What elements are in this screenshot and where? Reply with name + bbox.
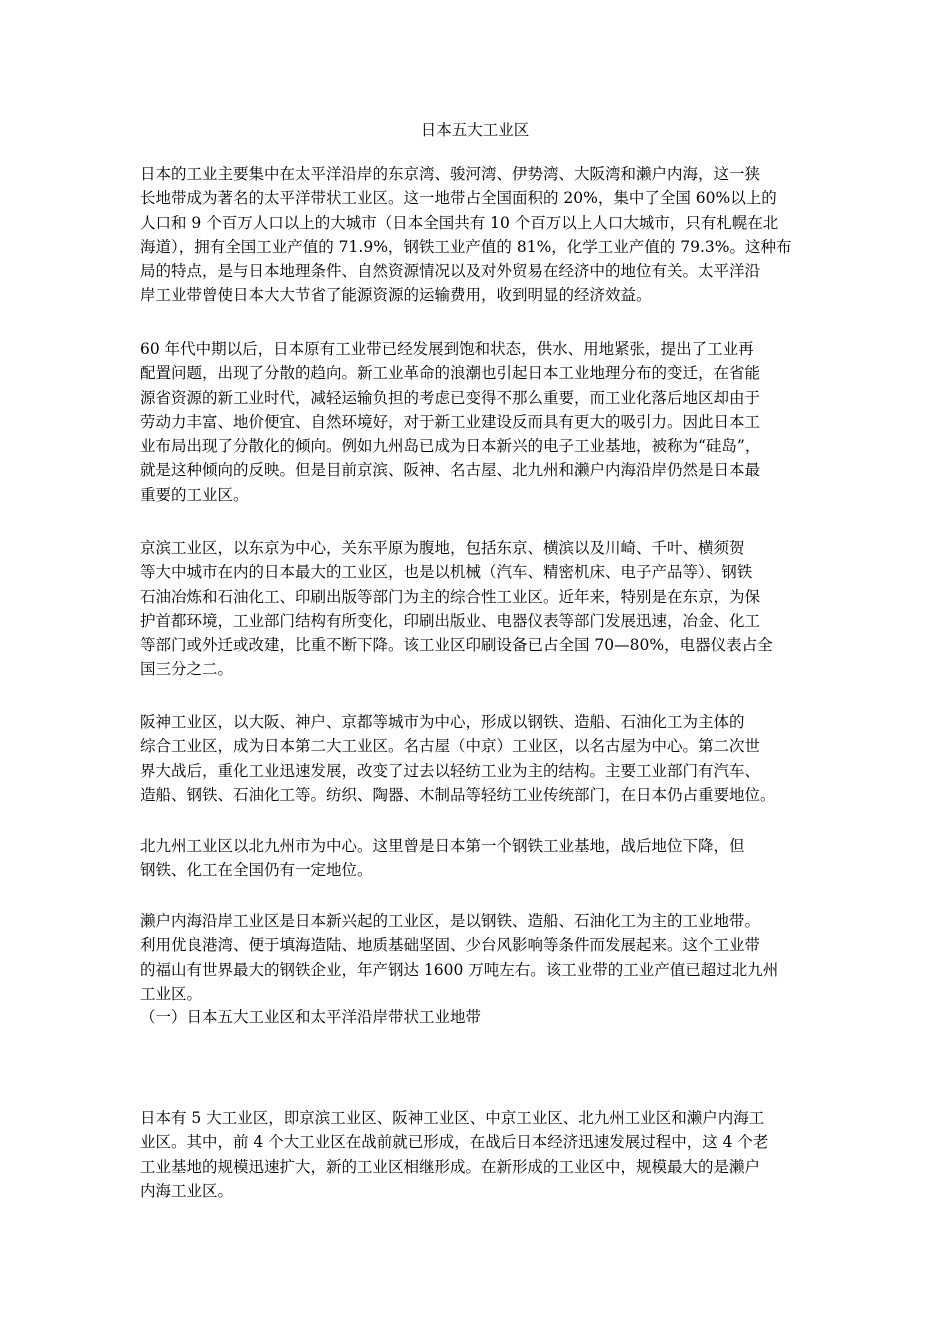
paragraph-hanshin-chukyo	[140, 710, 840, 807]
section-heading	[140, 1005, 840, 1029]
text-line: 局的特点，是与日本地理条件、自然资源情况以及对外贸易在经济中的地位有关。太平洋沿	[140, 262, 761, 281]
paragraph-five-regions	[140, 1106, 840, 1203]
text-line: 等部门或外迁或改建，比重不断下降。该工业区印刷设备已占全国 70—80%，电器仪表占全	[140, 636, 773, 655]
text-line: 岸工业带曾使日本大大节省了能源资源的运输费用，收到明显的经济效益。	[140, 286, 652, 305]
text-line: 京滨工业区，以东京为中心，关东平原为腹地，包括东京、横滨以及川崎、千叶、横须贺	[140, 539, 745, 557]
text-line: 钢铁、化工在全国仍有一定地位。	[140, 861, 373, 880]
text-line: 业区。其中，前 4 个大工业区在战前就已形成，在战后日本经济迅速发展过程中，这 4 个老	[140, 1133, 769, 1152]
paragraph-kitakyushu	[140, 834, 840, 883]
text-line: 界大战后，重化工业迅速发展，改变了过去以轻纺工业为主的结构。主要工业部门有汽车、	[140, 761, 761, 780]
text-line: 长地带成为著名的太平洋带状工业区。这一地带占全国面积的 20%，集中了全国 60%以上的	[140, 189, 777, 208]
text-line: 北九州工业区以北九州市为中心。这里曾是日本第一个钢铁工业基地，战后地位下降，但	[140, 837, 745, 855]
text-line: 濑户内海沿岸工业区是日本新兴起的工业区，是以钢铁、造船、石油化工为主的工业地带。	[140, 912, 761, 930]
text-line: 利用优良港湾、便于填海造陆、地质基础坚固、少台风影响等条件而发展起来。这个工业带	[140, 936, 761, 955]
text-line: 阪神工业区，以大阪、神户、京都等城市为中心，形成以钢铁、造船、石油化工为主体的	[140, 713, 745, 731]
text-line: 业布局出现了分散化的倾向。例如九州岛已成为日本新兴的电子工业基地，被称为“硅岛”，	[140, 437, 761, 456]
text-line: 护首都环境，工业部门结构有所变化，印刷出版业、电器仪表等部门发展迅速，冶金、化工	[140, 611, 761, 630]
text-line: 综合工业区，成为日本第二大工业区。名古屋（中京）工业区，以名古屋为中心。第二次世	[140, 737, 761, 756]
text-line: 工业区。	[140, 984, 203, 1003]
text-line: 就是这种倾向的反映。但是目前京滨、阪神、名古屋、北九州和濑户内海沿岸仍然是日本最	[140, 461, 761, 480]
text-line: 源省资源的新工业时代，减轻运输负担的考虑已变得不那么重要，而工业化落后地区却由于	[140, 388, 761, 407]
text-line: 日本有 5 大工业区，即京滨工业区、阪神工业区、中京工业区、北九州工业区和濑户内海工	[140, 1109, 765, 1127]
text-line: 海道），拥有全国工业产值的 71.9%，钢铁工业产值的 81%，化学工业产值的 79.3%。这种布	[140, 237, 792, 256]
paragraph-keihin	[140, 536, 840, 682]
text-line: 石油冶炼和石油化工、印刷出版等部门为主的综合性工业区。近年来，特别是在东京，为保	[140, 587, 761, 606]
section-heading-text: （一）日本五大工业区和太平洋沿岸带状工业地带	[140, 1008, 482, 1026]
text-line: 60 年代中期以后，日本原有工业带已经发展到饱和状态，供水、用地紧张，提出了工业再	[140, 340, 754, 358]
paragraph-setouchi	[140, 909, 840, 1006]
text-line: 造船、钢铁、石油化工等。纺织、陶器、木制品等轻纺工业传统部门，在日本仍占重要地位。	[140, 785, 776, 804]
text-line: 重要的工业区。	[140, 485, 249, 504]
document-title: 日本五大工业区	[420, 121, 530, 139]
text-line: 国三分之二。	[140, 660, 234, 679]
text-line: 的福山有世界最大的钢铁企业，年产钢达 1600 万吨左右。该工业带的工业产值已超过北九州	[140, 960, 779, 979]
text-line: 工业基地的规模迅速扩大，新的工业区相继形成。在新形成的工业区中，规模最大的是濑户	[140, 1157, 761, 1176]
text-line: 内海工业区。	[140, 1181, 234, 1200]
text-line: 等大中城市在内的日本最大的工业区，也是以机械（汽车、精密机床、电子产品等）、钢铁	[140, 563, 753, 582]
text-line: 配置问题，出现了分散的趋向。新工业革命的浪潮也引起日本工业地理分布的变迁，在省能	[140, 364, 761, 383]
paragraph-dispersion-trend	[140, 337, 840, 507]
paragraph-pacific-belt	[140, 162, 840, 308]
text-line: 日本的工业主要集中在太平洋沿岸的东京湾、骏河湾、伊势湾、大阪湾和濑户内海，这一狭	[140, 165, 761, 183]
text-line: 人口和 9 个百万人口以上的大城市（日本全国共有 10 个百万以上人口大城市，只有札幌在北	[140, 213, 779, 232]
text-line: 劳动力丰富、地价便宜、自然环境好，对于新工业建设反而具有更大的吸引力。因此日本工	[140, 412, 761, 431]
